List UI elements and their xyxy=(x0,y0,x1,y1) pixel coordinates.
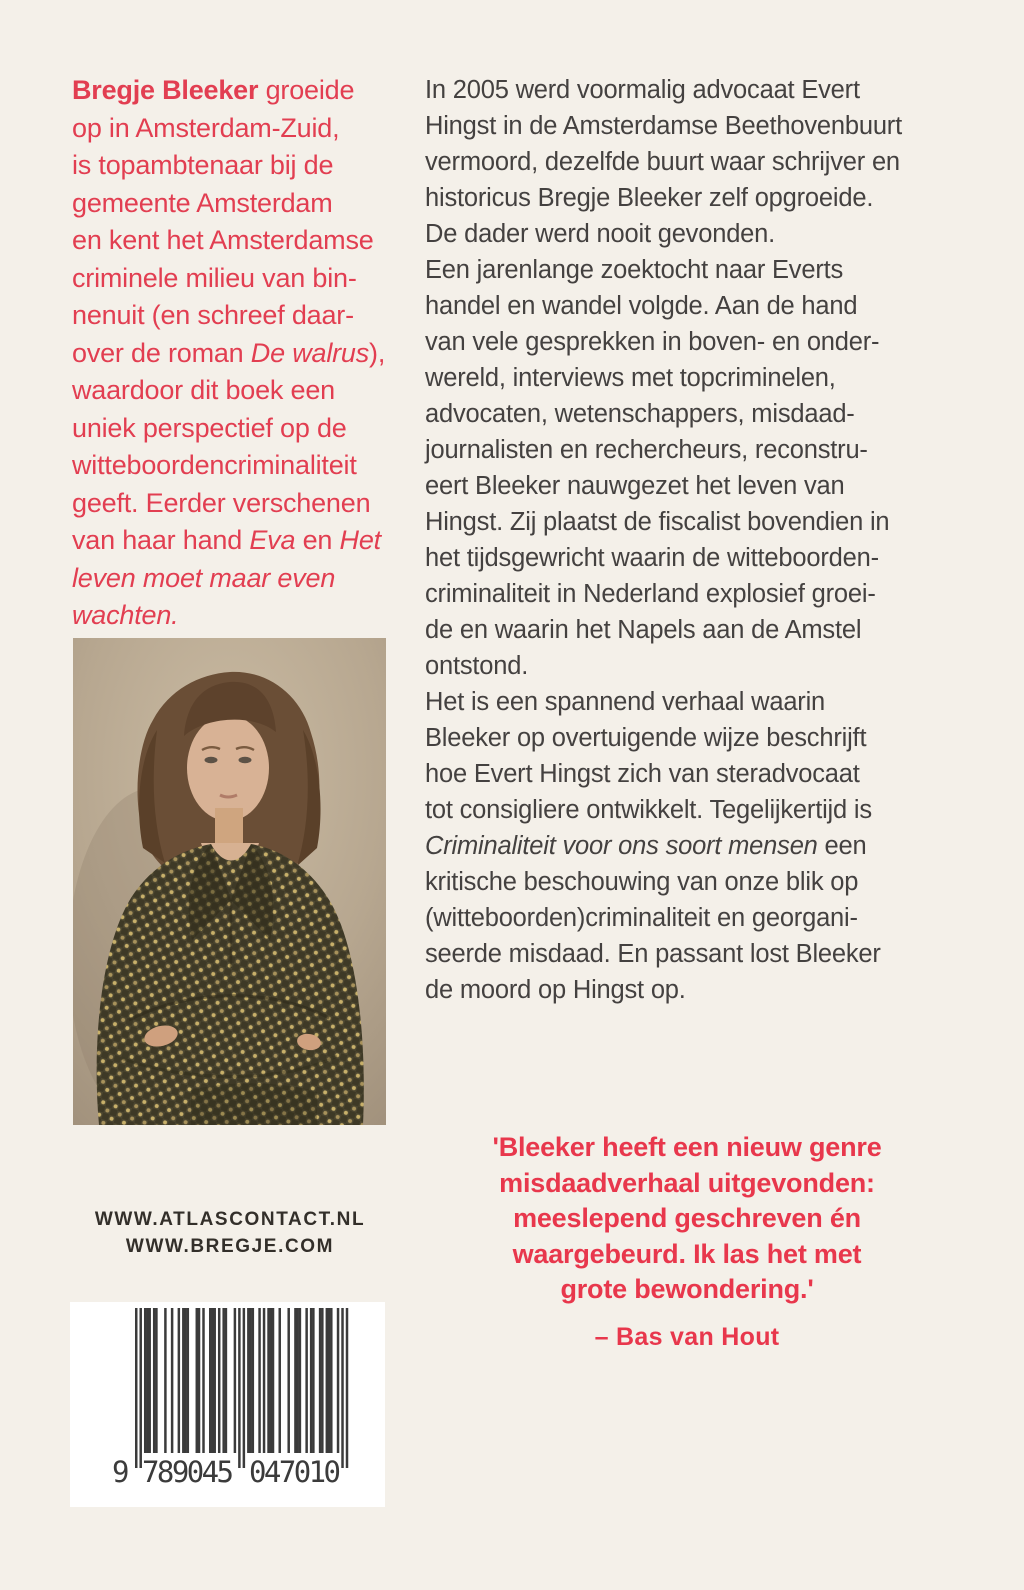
text-line: Bleeker op overtuigende wijze beschrijft xyxy=(425,724,867,752)
text-line: het tijdsgewricht waarin de witteboorden- xyxy=(425,544,879,572)
text-line: nenuit (en schreef daar- xyxy=(72,300,354,330)
text-line: tot consigliere ontwikkelt. Tegelijkertijd is xyxy=(425,796,872,824)
text-line: de moord op Hingst op. xyxy=(425,976,686,1004)
text-line: hoe Evert Hingst zich van steradvocaat xyxy=(425,760,860,788)
text-line: In 2005 werd voormalig advocaat Evert xyxy=(425,76,860,104)
text-line: handel en wandel volgde. Aan de hand xyxy=(425,292,858,320)
text-line: gemeente Amsterdam xyxy=(72,187,333,218)
text-line: misdaadverhaal uitgevonden: xyxy=(499,1167,875,1198)
author-photo-illustration xyxy=(73,638,386,1125)
text-line: criminaliteit in Nederland explosief groei- xyxy=(425,580,876,608)
text-line: advocaten, wetenschappers, misdaad- xyxy=(425,400,855,428)
isbn-digits: 789045 xyxy=(142,1455,234,1489)
website-links xyxy=(60,1206,400,1260)
text-line: wereld, interviews met topcriminelen, xyxy=(425,364,836,392)
text-line: van haar hand Eva en Het xyxy=(72,525,381,555)
text-line: de en waarin het Napels aan de Amstel xyxy=(425,616,862,644)
review-quote xyxy=(452,1130,922,1355)
isbn-digits: 9 xyxy=(112,1455,130,1489)
text-line: Hingst in de Amsterdamse Beethovenbuurt xyxy=(425,112,902,140)
text-line: Criminaliteit voor ons soort mensen een xyxy=(425,832,867,860)
text-line: meeslepend geschreven én xyxy=(513,1203,861,1233)
text-line: seerde misdaad. En passant lost Bleeker xyxy=(425,940,881,968)
text-line: uniek perspectief op de xyxy=(72,412,347,443)
text-line: geeft. Eerder verschenen xyxy=(72,487,371,518)
text-line: en kent het Amsterdamse xyxy=(72,225,374,255)
text-line: kritische beschouwing van onze blik op xyxy=(425,868,859,896)
quote-attribution: – Bas van Hout xyxy=(594,1322,780,1351)
text-line: 'Bleeker heeft een nieuw genre xyxy=(492,1132,882,1162)
publisher-url: WWW.ATLASCONTACT.NL xyxy=(94,1209,366,1230)
text-line: Het is een spannend verhaal waarin xyxy=(425,688,826,716)
isbn-digits: 047010 xyxy=(249,1455,341,1489)
text-line: journalisten en rechercheurs, reconstru- xyxy=(425,436,868,464)
author-photo xyxy=(73,638,386,1125)
text-line: over de roman De walrus), xyxy=(72,337,386,368)
text-line: historicus Bregje Bleeker zelf opgroeide. xyxy=(425,184,874,212)
text-line: van vele gesprekken in boven- en onder- xyxy=(425,328,880,356)
text-line: waardoor dit boek een xyxy=(72,375,335,405)
isbn-barcode-graphic xyxy=(70,1302,385,1507)
text-line: Hingst. Zij plaatst de fiscalist bovendien in xyxy=(425,508,890,536)
text-line: De dader werd nooit gevonden. xyxy=(425,220,776,248)
review-quote-lines xyxy=(452,1130,922,1308)
text-line: leven moet maar even xyxy=(72,562,336,593)
text-line: criminele milieu van bin- xyxy=(72,262,357,293)
text-line: is topambtenaar bij de xyxy=(72,150,334,180)
isbn-barcode xyxy=(70,1302,385,1507)
text-line: eert Bleeker nauwgezet het leven van xyxy=(425,472,845,500)
text-line: vermoord, dezelfde buurt waar schrijver en xyxy=(425,148,900,176)
text-line: Een jarenlange zoektocht naar Everts xyxy=(425,256,844,284)
text-line: witteboordencriminaliteit xyxy=(72,450,357,480)
text-line: grote bewondering.' xyxy=(560,1274,814,1304)
text-line: ontstond. xyxy=(425,652,529,680)
text-line: op in Amsterdam-Zuid, xyxy=(72,112,340,143)
author-url: WWW.BREGJE.COM xyxy=(125,1236,335,1257)
front-cover-edge-strip xyxy=(1016,0,1024,225)
author-bio xyxy=(72,72,417,635)
text-line: wachten. xyxy=(72,600,179,630)
text-line: Bregje Bleeker groeide xyxy=(72,75,355,105)
text-line: waargebeurd. Ik las het met xyxy=(512,1238,862,1269)
book-description xyxy=(425,72,965,1008)
text-line: (witteboorden)criminaliteit en georgani- xyxy=(425,904,858,932)
